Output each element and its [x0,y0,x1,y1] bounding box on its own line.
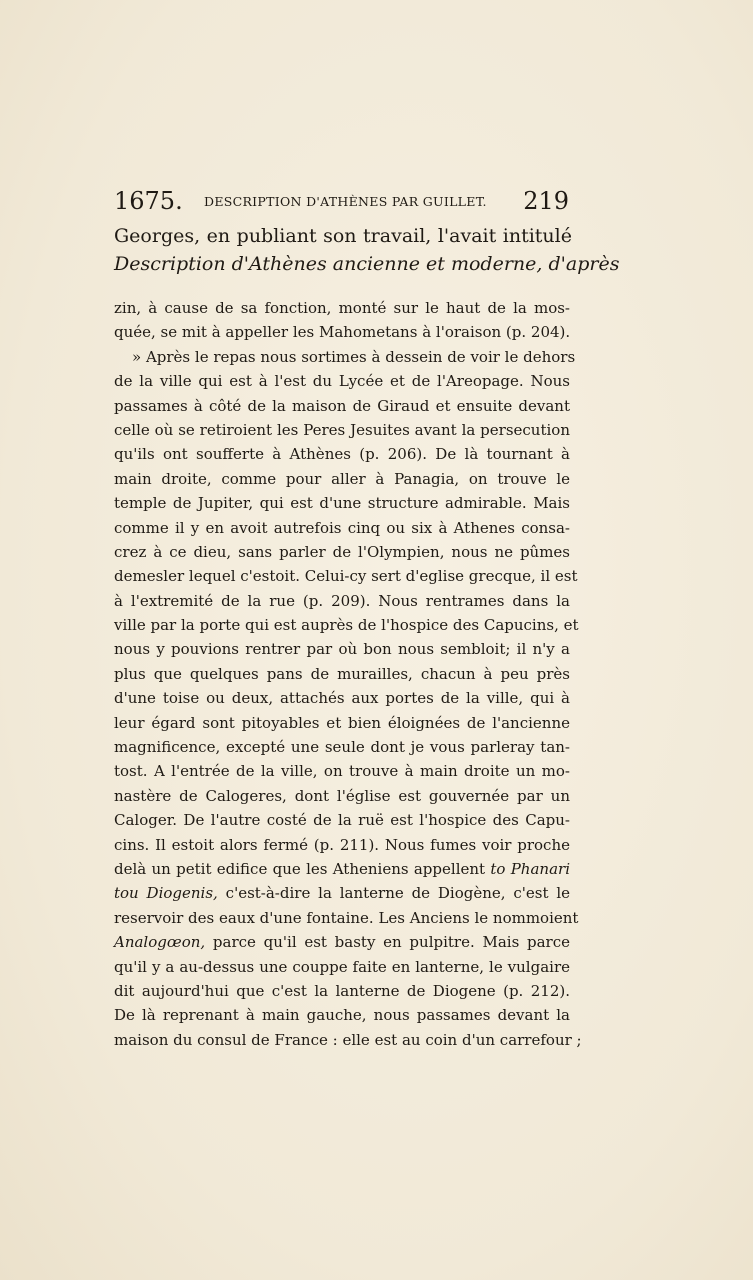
text-line: reservoir des eaux d'une fontaine. Les Anciens le nommoient [114,908,579,927]
excerpt-fragment [114,222,620,278]
text-line: qu'il y a au-dessus une couppe faite en lanterne, le vulgaire [114,957,570,976]
text-segment: delà un petit edifice que les Atheniens appellent [114,859,491,878]
text-line: cins. Il estoit alors fermé (p. 211). Nous fumes voir proche [114,835,570,854]
text-line: Caloger. De l'autre costé de la ruë est l'hospice des Capu- [114,811,570,830]
text-line: qu'ils ont soufferte à Athènes (p. 206). De là tournant à [114,445,570,464]
text-line: De là reprenant à main gauche, nous passames devant la [114,1006,570,1025]
text-line: celle où se retiroient les Peres Jesuites avant la persecution [114,420,570,439]
text-line: nastère de Calogeres, dont l'église est gouvernée par un [114,786,570,805]
text-line: à l'extremité de la rue (p. 209). Nous rentrames dans la [114,591,570,610]
text-line: dit aujourd'hui que c'est la lanterne de Diogene (p. 212). [114,981,570,1000]
excerpt-line: Georges, en publiant son travail, l'avait intitulé [114,225,572,247]
italic-term: to Phanari [490,859,570,878]
text-line [114,857,570,881]
text-line: comme il y en avoit autrefois cinq ou six à Athenes consa- [114,518,570,537]
running-head-title: DESCRIPTION D'ATHÈNES PAR GUILLET. [204,194,487,209]
text-line: maison du consul de France : elle est au coin d'un carrefour ; [114,1030,582,1049]
text-line: leur égard sont pitoyables et bien éloignées de l'ancienne [114,713,570,732]
text-line: quée, se mit à appeller les Mahometans à l'oraison (p. 204). [114,323,571,342]
page-number: 219 [523,187,569,215]
text-segment: c'est-à-dire la lanterne de Diogène, c'est le [217,884,571,903]
text-segment: parce qu'il est basty en pulpitre. Mais parce [205,933,570,952]
text-line: de la ville qui est à l'est du Lycée et de l'Areopage. Nous [114,372,570,391]
body-text [114,296,582,1052]
text-line: d'une toise ou deux, attachés aux portes de la ville, qui à [114,689,570,708]
italic-term: Analogœon, [114,933,206,952]
text-line: plus que quelques pans de murailles, chacun à peu près [114,664,570,683]
text-line: nous y pouvions rentrer par où bon nous sembloit; il n'y a [114,640,570,659]
text-line: crez à ce dieu, sans parler de l'Olympien, nous ne pûmes [114,542,570,561]
italic-term: tou Diogenis, [114,884,218,903]
excerpt-line-italic: Description d'Athènes ancienne et moderne, d'après [114,253,620,275]
text-line: » Après le repas nous sortimes à dessein de voir le dehors [132,347,576,366]
text-line: temple de Jupiter, qui est d'une structure admirable. Mais [114,494,570,513]
running-head-year: 1675. [114,187,183,215]
text-line: main droite, comme pour aller à Panagia, on trouve le [114,469,570,488]
text-line: magnificence, excepté une seule dont je vous parleray tan- [114,738,570,757]
text-line: passames à côté de la maison de Giraud et ensuite devant [114,396,570,415]
text-line: ville par la porte qui est auprès de l'hospice des Capucins, et [114,616,579,635]
text-line: demesler lequel c'estoit. Celui-cy sert d'eglise grecque, il est [114,567,578,586]
text-line: tost. A l'entrée de la ville, on trouve à main droite un mo- [114,762,570,781]
running-head [114,186,569,216]
text-line: zin, à cause de sa fonction, monté sur le haut de la mos- [114,299,570,317]
text-line [114,881,570,905]
text-line [114,930,570,954]
